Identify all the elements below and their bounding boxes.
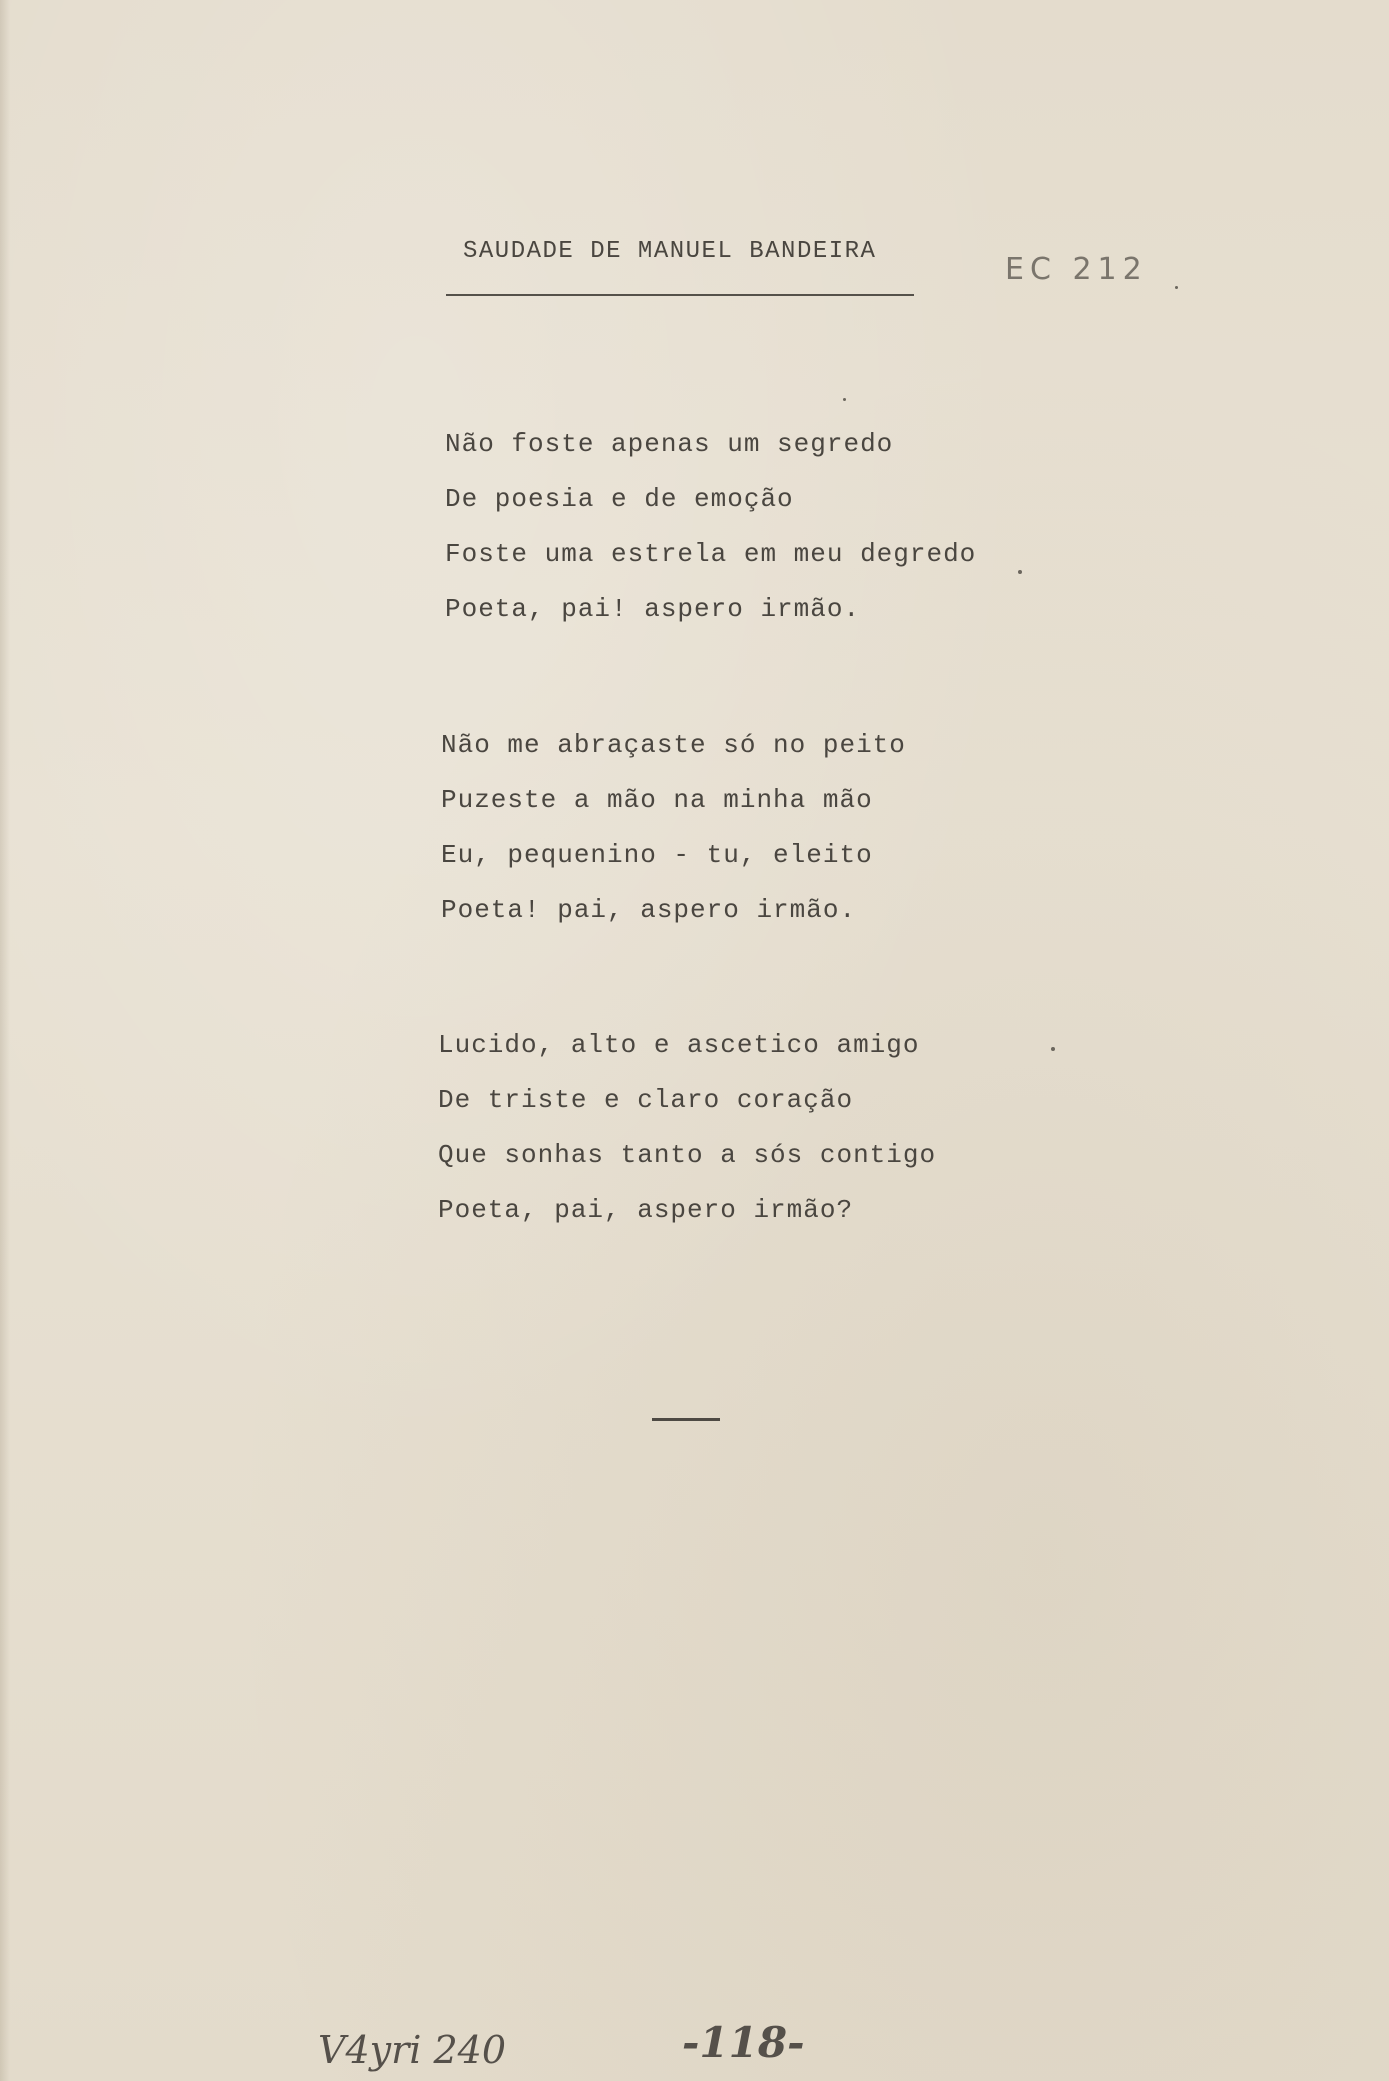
paper-speck <box>1051 1047 1055 1051</box>
stanza-line: Poeta, pai, aspero irmão? <box>438 1195 854 1225</box>
handwritten-note: V4yri 240 <box>318 2028 507 2072</box>
stanza-1 <box>445 417 976 637</box>
paper-speck <box>843 398 846 401</box>
stanza-line: Foste uma estrela em meu degredo <box>445 539 977 569</box>
stanza-line: Poeta, pai! aspero irmão. <box>445 594 861 624</box>
stanza-line: Não foste apenas um segredo <box>445 429 894 459</box>
stanza-3 <box>438 1018 936 1238</box>
page-number: -118- <box>682 2018 805 2067</box>
stanza-line: De triste e claro coração <box>438 1085 854 1115</box>
title-underline <box>446 294 914 296</box>
stanza-line: Puzeste a mão na minha mão <box>441 785 873 815</box>
stanza-line: Poeta! pai, aspero irmão. <box>441 895 857 925</box>
stanza-line: Que sonhas tanto a sós contigo <box>438 1140 937 1170</box>
archive-code: EC 212 <box>1005 252 1148 287</box>
paper-speck <box>1018 570 1022 574</box>
poem-title: SAUDADE DE MANUEL BANDEIRA <box>463 238 877 265</box>
stanza-line: Lucido, alto e ascetico amigo <box>438 1030 920 1060</box>
end-rule <box>652 1418 720 1421</box>
stanza-2 <box>441 718 906 938</box>
stanza-line: Eu, pequenino - tu, eleito <box>441 840 873 870</box>
stanza-line: De poesia e de emoção <box>445 484 794 514</box>
stanza-line: Não me abraçaste só no peito <box>441 730 906 760</box>
paper-speck <box>1175 286 1178 289</box>
